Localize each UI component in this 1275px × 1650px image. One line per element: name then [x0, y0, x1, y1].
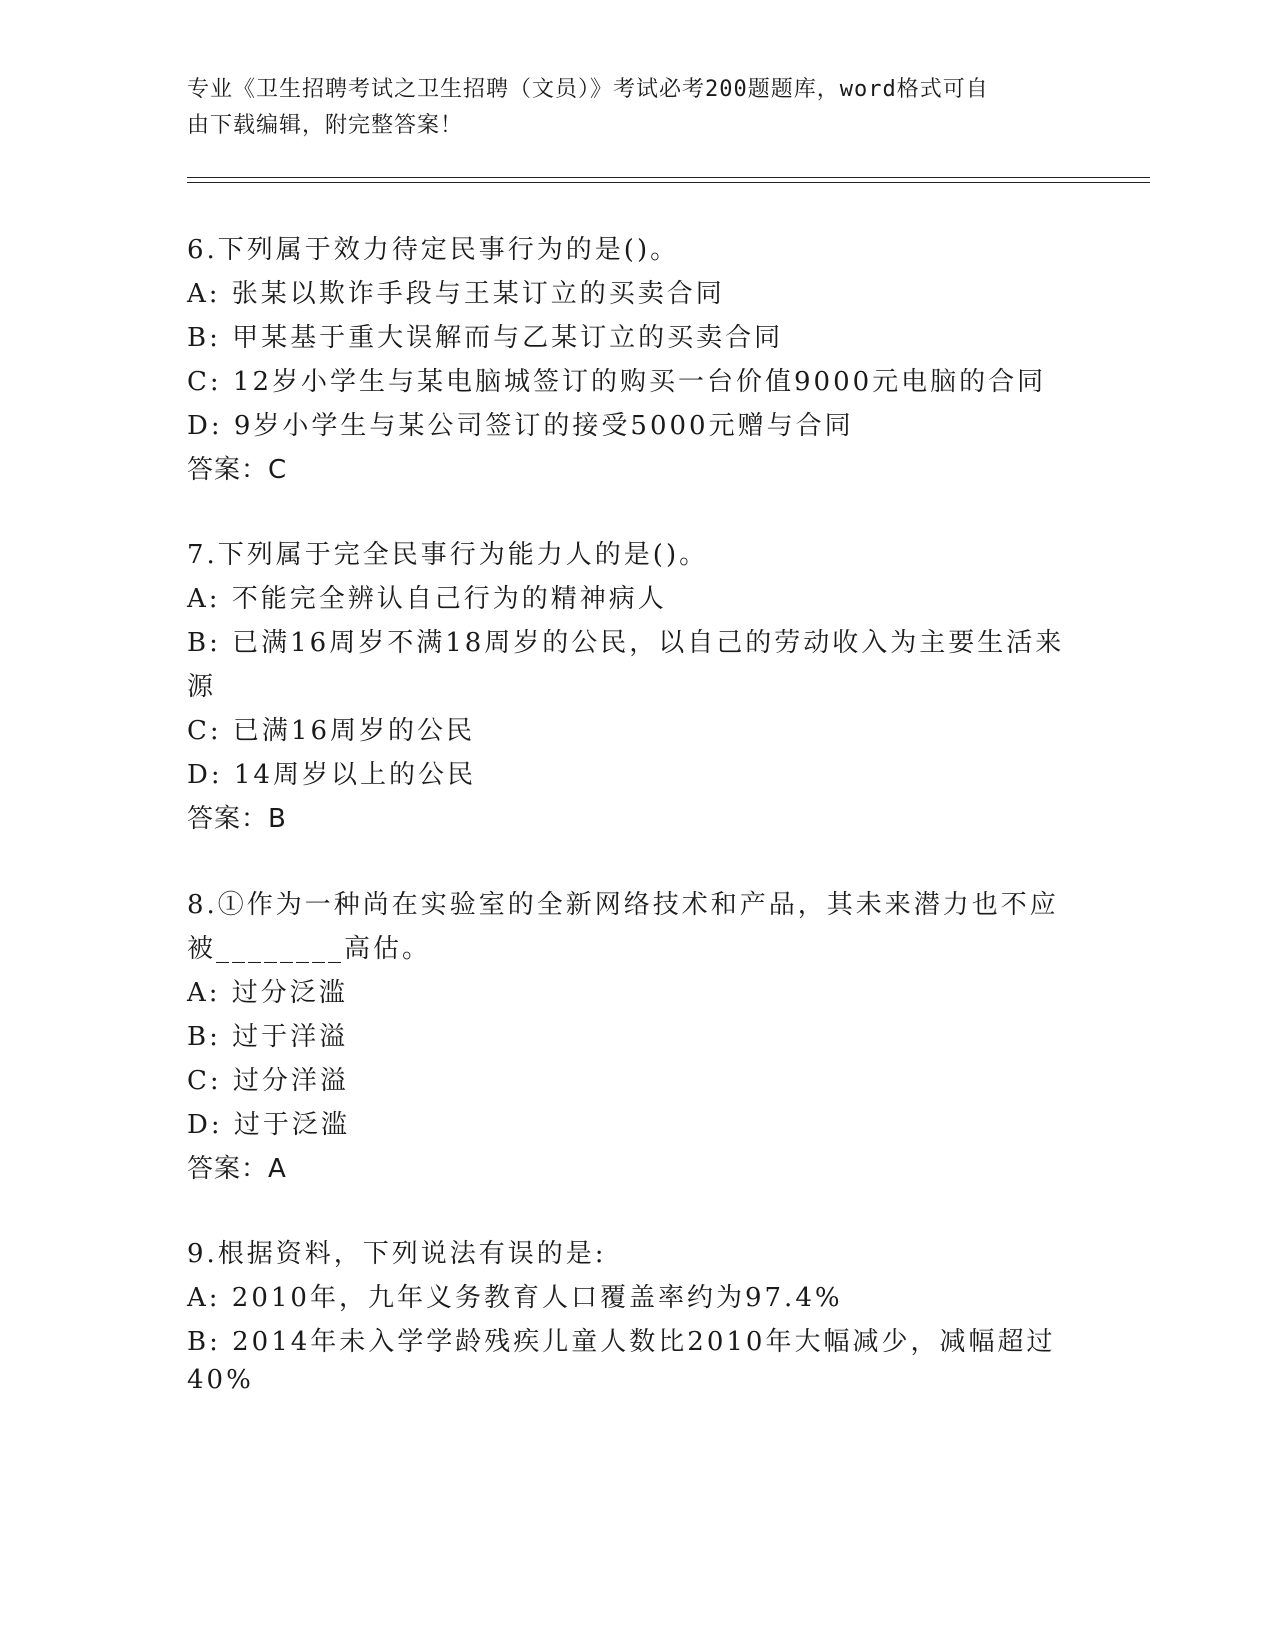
header-intro-line-1: 专业《卫生招聘考试之卫生招聘（文员）》考试必考200题题库，word格式可自 [187, 77, 989, 102]
question-9-option-b-continued: 40% [187, 1365, 254, 1395]
question-7-stem: 7.下列属于完全民事行为能力人的是()。 [187, 540, 709, 570]
question-9-stem: 9.根据资料，下列说法有误的是: [187, 1239, 607, 1269]
question-8-stem-continued: 被________高估。 [187, 934, 432, 964]
question-9-option-a: A: 2010年，九年义务教育人口覆盖率约为97.4% [187, 1283, 843, 1313]
question-7-option-d: D: 14周岁以上的公民 [187, 760, 476, 790]
question-6-answer: 答案：C [187, 455, 288, 485]
question-8-option-b: B: 过于洋溢 [187, 1022, 349, 1052]
question-6-option-a: A: 张某以欺诈手段与王某订立的买卖合同 [187, 279, 725, 309]
question-7-option-c: C: 已满16周岁的公民 [187, 716, 476, 746]
question-8-option-c: C: 过分洋溢 [187, 1066, 349, 1096]
question-7-answer: 答案：B [187, 804, 287, 834]
header-divider-top [187, 177, 1150, 178]
question-8-option-a: A: 过分泛滥 [187, 978, 348, 1008]
question-9-option-b: B: 2014年未入学学龄残疾儿童人数比2010年大幅减少，减幅超过 [187, 1327, 1056, 1357]
question-6-option-d: D: 9岁小学生与某公司签订的接受5000元赠与合同 [187, 411, 854, 441]
document-header [187, 72, 1067, 144]
question-8-answer: 答案：A [187, 1154, 287, 1184]
question-7-option-b-continued: 源 [187, 672, 217, 702]
question-6-option-b: B: 甲某基于重大误解而与乙某订立的买卖合同 [187, 323, 784, 353]
question-7-option-a: A: 不能完全辨认自己行为的精神病人 [187, 584, 667, 614]
question-6-option-c: C: 12岁小学生与某电脑城签订的购买一台价值9000元电脑的合同 [187, 367, 1047, 397]
question-7-option-b: B: 已满16周岁不满18周岁的公民，以自己的劳动收入为主要生活来 [187, 628, 1065, 658]
question-6-stem: 6.下列属于效力待定民事行为的是()。 [187, 235, 680, 265]
header-divider-bottom [187, 182, 1150, 183]
question-8-stem: 8.①作为一种尚在实验室的全新网络技术和产品，其未来潜力也不应 [187, 890, 1059, 920]
header-intro-line-2: 由下载编辑，附完整答案！ [187, 113, 464, 138]
question-8-option-d: D: 过于泛滥 [187, 1110, 350, 1140]
